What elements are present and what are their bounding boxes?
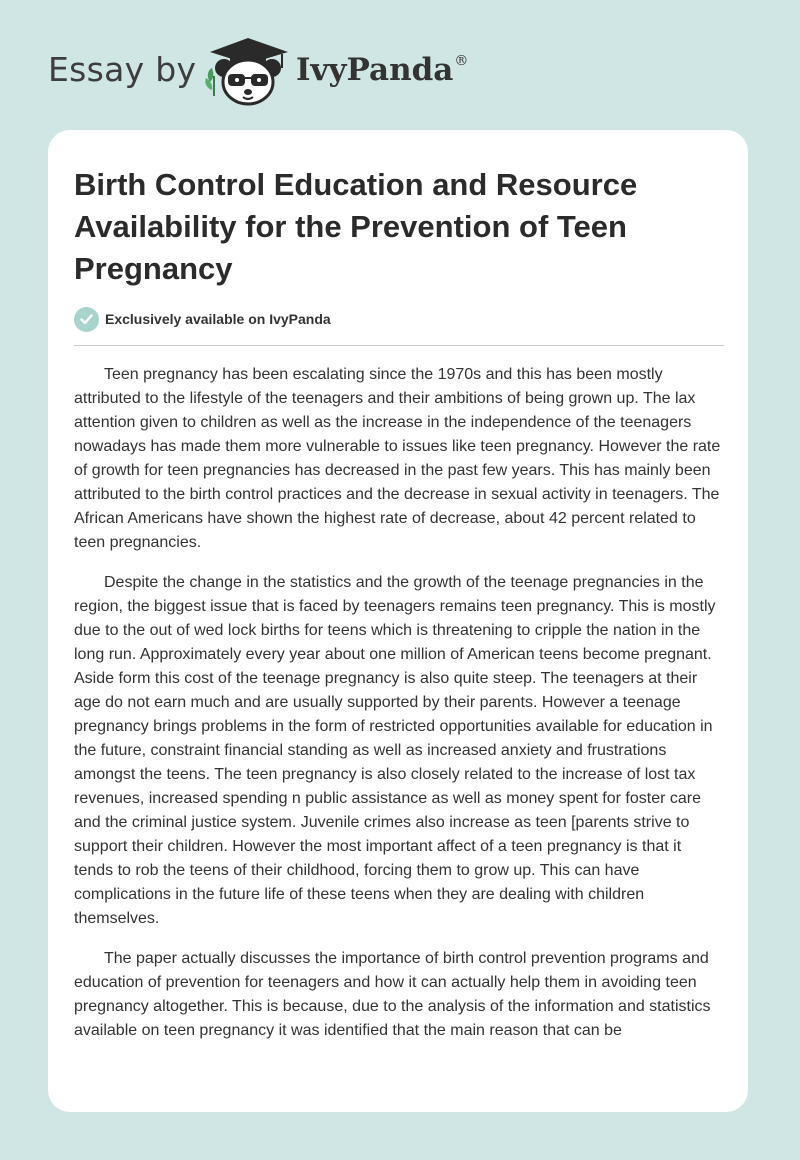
panda-graduate-icon[interactable] — [202, 36, 294, 108]
site-header — [0, 0, 800, 130]
essay-title: Birth Control Education and Resource Availability for the Prevention of Teen Pregnancy — [74, 167, 638, 286]
exclusive-badge — [74, 306, 331, 332]
essay-paragraph-2: Despite the change in the statistics and the growth of the teenage pregnancies in the region, the biggest issue that is faced by teenagers remains teen pregnancy. This is mostly due to the out of wed lock births for teens which is threatening to cripple the nation in the long run. Approximately every year about one million of American teens become pregnant. Aside form this cost of the teenage pregnancy is also quite steep. The teenagers at their age do not earn much and are usually supported by their parents. However a teenage pregnancy brings problems in the form of restricted opportunities available for education in the future, constraint financial standing as well as increased anxiety and frustrations amongst the teens. The teen pregnancy is also closely related to the increase of lost tax revenues, increased spending n public assistance as well as money spent for foster care and the criminal justice system. Juvenile crimes also increase as teen [parents strive to support their children. However the most important affect of a teen pregnancy is that it tends to rob the teens of their childhood, forcing them to grow up. This can have complications in the future life of these teens when they are dealing with children themselves. — [74, 574, 716, 927]
check-circle-icon — [74, 307, 99, 332]
title-divider — [74, 345, 724, 346]
essay-paragraph-1: Teen pregnancy has been escalating since the 1970s and this has been mostly attributed to the lifestyle of the teenagers and their ambitions of being grown up. The lax attention given to children as well as the increase in the independence of the teenagers nowadays has made them more vulnerable to issues like teen pregnancy. However the rate of growth for teen pregnancies has decreased in the past few years. This has mainly been attributed to the birth control practices and the decrease in sexual activity in teenagers. The African Americans have shown the highest rate of decrease, about 42 percent related to teen pregnancies. — [74, 366, 721, 551]
essay-paragraph-3: The paper actually discusses the importance of birth control prevention programs and education of prevention for teenagers and how it can actually help them in avoiding teen pregnancy altogether. This is because, due to the analysis of the information and statistics available on teen pregnancy it was identified that the main reason that can be — [74, 950, 711, 1039]
essay-by-label: Essay by — [48, 50, 197, 89]
exclusive-badge-label: Exclusively available on IvyPanda — [105, 311, 331, 327]
trademark-symbol: ® — [454, 52, 469, 69]
essay-card — [48, 130, 748, 1112]
essay-body — [74, 363, 724, 1059]
brand-name[interactable]: IvyPanda® — [296, 52, 469, 88]
